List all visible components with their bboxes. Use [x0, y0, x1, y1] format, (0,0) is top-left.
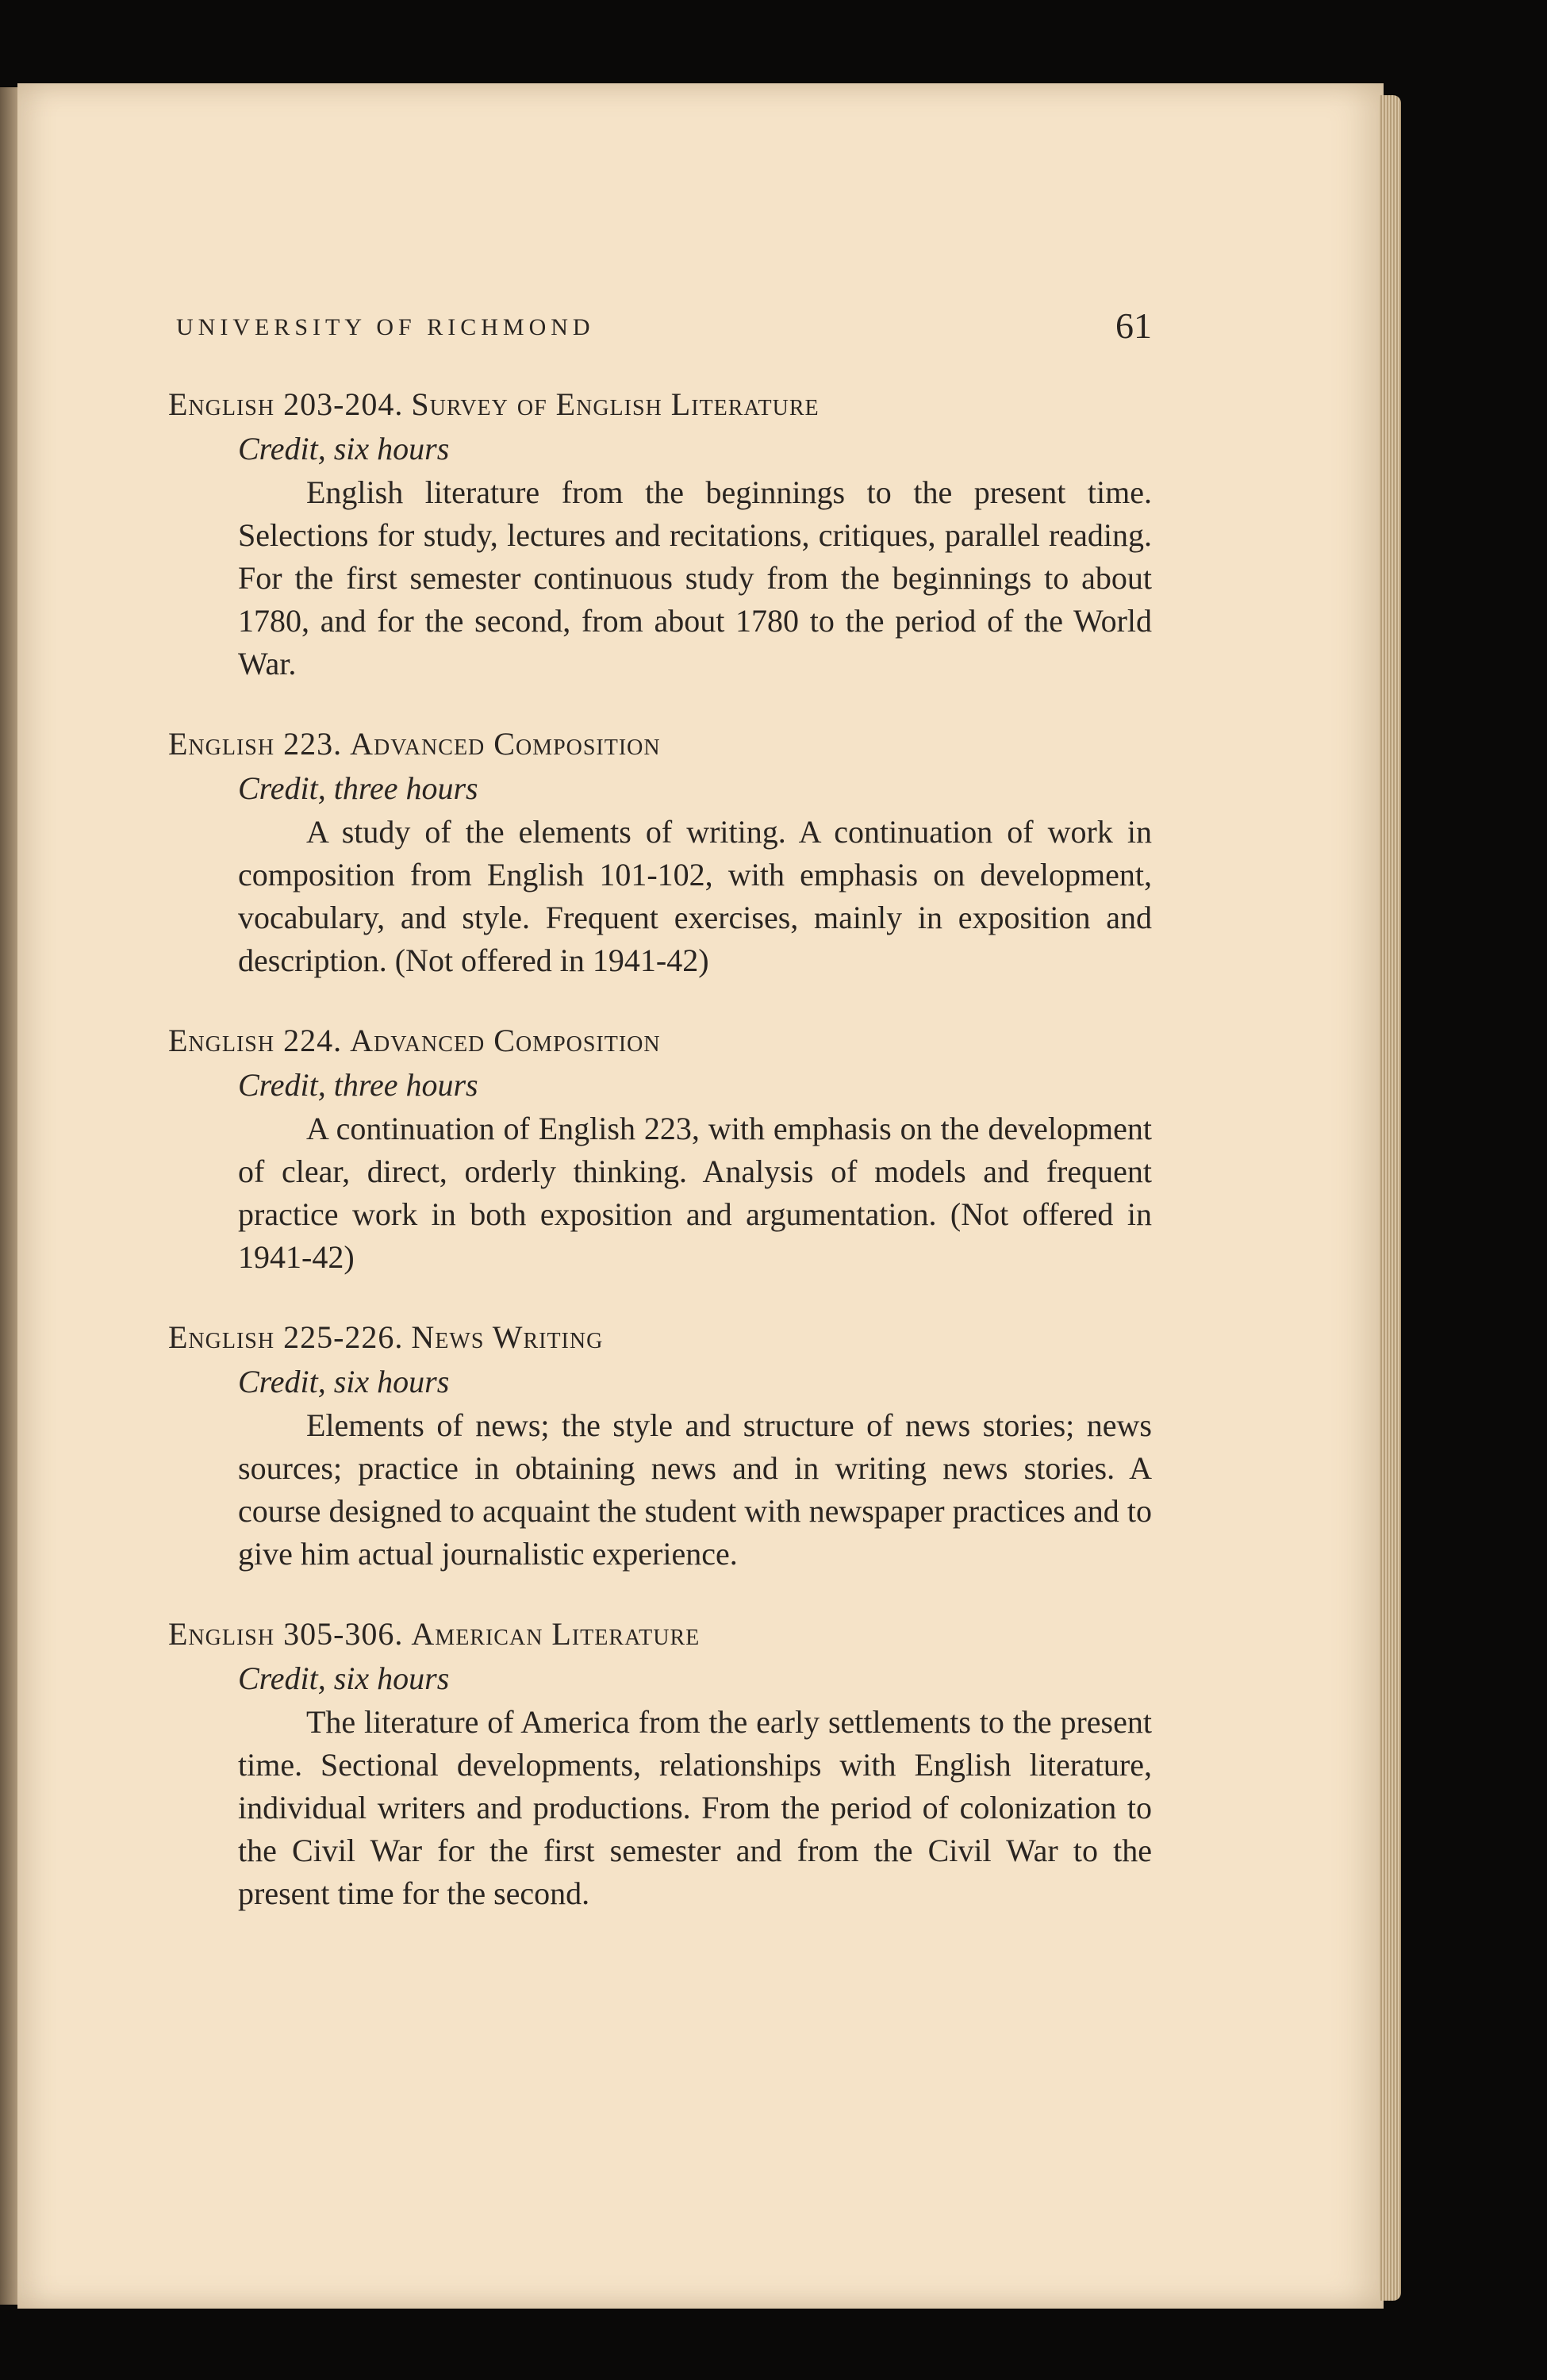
running-title: UNIVERSITY OF RICHMOND — [176, 314, 595, 340]
course-title: Advanced Composition — [350, 1023, 661, 1058]
course-code: English 305-306. — [168, 1616, 404, 1652]
course-credit: Credit, three hours — [238, 1067, 478, 1103]
course-entry — [168, 722, 1152, 982]
course-heading — [168, 722, 1152, 766]
course-description: Elements of news; the style and structure of news stories; news sources; practice in obtaining news and in writing news stories. A course designed to acquaint the student with newspaper practices and to give him actual journalistic experience. — [238, 1407, 1152, 1572]
course-entry — [168, 1612, 1152, 1915]
course-description: The literature of America from the early settlements to the present time. Sectional developments, relationships with English literature, individual writers and productions. From the period of colonization to the Civil War for the first semester and from the Civil War to the present time for the second. — [238, 1704, 1152, 1911]
course-credit: Credit, six hours — [238, 431, 450, 466]
course-entry — [168, 382, 1152, 685]
course-heading — [168, 1019, 1152, 1063]
course-heading — [168, 382, 1152, 427]
course-description: A study of the elements of writing. A continuation of work in composition from English 101-102, with emphasis on development, vocabulary, and style. Frequent exercises, mainly in exposition and description. (Not offered in 1941-42) — [238, 814, 1152, 978]
course-code: English 224. — [168, 1023, 343, 1058]
course-heading — [168, 1612, 1152, 1656]
course-code: English 225-226. — [168, 1319, 404, 1355]
course-credit: Credit, six hours — [238, 1660, 450, 1696]
running-header — [176, 305, 1152, 352]
course-code: English 203-204. — [168, 386, 404, 422]
course-code: English 223. — [168, 726, 343, 762]
course-entry — [168, 1315, 1152, 1576]
course-title: Advanced Composition — [350, 726, 661, 762]
course-credit: Credit, three hours — [238, 770, 478, 806]
course-credit: Credit, six hours — [238, 1364, 450, 1399]
page-number: 61 — [1115, 305, 1152, 346]
course-description: A continuation of English 223, with emphasis on the development of clear, direct, orderly thinking. Analysis of models and frequent practice work in both exposition and argumentation. (Not offered in 1941-42) — [238, 1111, 1152, 1275]
course-list — [168, 382, 1152, 1952]
course-entry — [168, 1019, 1152, 1279]
course-title: Survey of English Literature — [411, 386, 820, 422]
page-stack-edge — [1379, 95, 1401, 2301]
course-heading — [168, 1315, 1152, 1360]
course-title: American Literature — [411, 1616, 701, 1652]
course-title: News Writing — [411, 1319, 604, 1355]
course-description: English literature from the beginnings to the present time. Selections for study, lectures and recitations, critiques, parallel reading. For the first semester continuous study from the beginnings to about 1780, and for the second, from about 1780 to the period of the World War. — [238, 474, 1152, 681]
